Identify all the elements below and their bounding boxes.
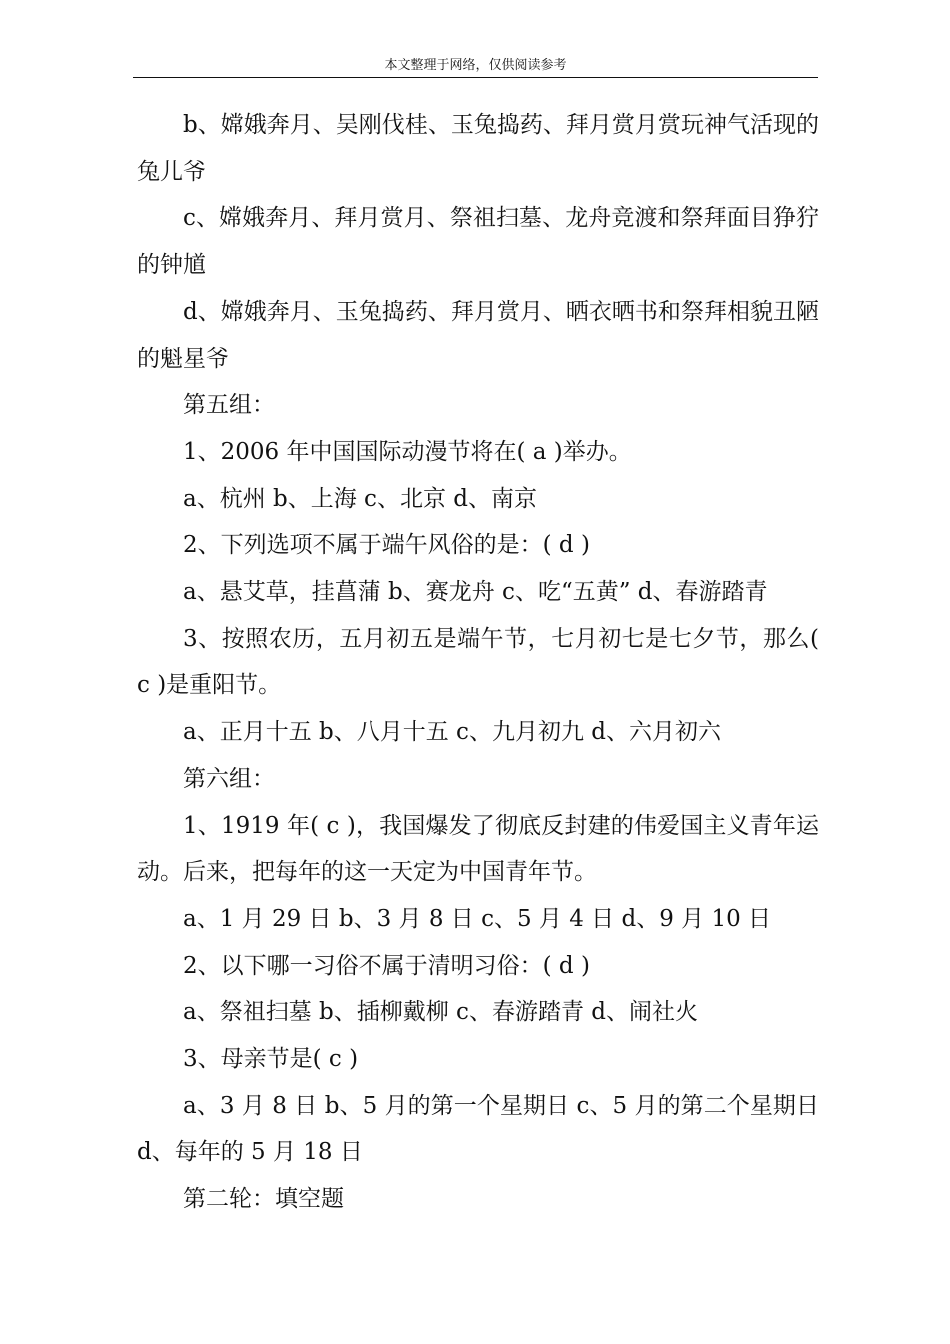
question-paragraph: 2、下列选项不属于端午风俗的是：( d ) xyxy=(183,532,590,559)
option-paragraph: a、正月十五 b、八月十五 c、九月初九 d、六月初六 xyxy=(183,719,721,746)
question-paragraph: 3、母亲节是( c ) xyxy=(183,1046,359,1073)
section-heading: 第六组： xyxy=(183,765,275,792)
header-divider xyxy=(133,77,818,78)
section-heading: 第五组： xyxy=(183,392,275,419)
document-body xyxy=(137,102,827,1223)
question-paragraph: 1、2006 年中国国际动漫节将在( a )举办。 xyxy=(183,438,632,465)
option-paragraph: a、祭祖扫墓 b、插柳戴柳 c、春游踏青 d、闹社火 xyxy=(183,999,698,1026)
option-paragraph: a、1 月 29 日 b、3 月 8 日 c、5 月 4 日 d、9 月 10 日 xyxy=(183,905,772,932)
option-paragraph: c、嫦娥奔月、拜月赏月、祭祖扫墓、龙舟竞渡和祭拜面目狰狞的钟馗 xyxy=(137,205,819,279)
option-paragraph: a、悬艾草，挂菖蒲 b、赛龙舟 c、吃“五黄” d、春游踏青 xyxy=(183,579,768,606)
question-paragraph: 2、以下哪一习俗不属于清明习俗：( d ) xyxy=(183,952,590,979)
option-paragraph: b、嫦娥奔月、吴刚伐桂、玉兔捣药、拜月赏月赏玩神气活现的兔儿爷 xyxy=(137,112,819,185)
page-header: 本文整理于网络，仅供阅读参考 xyxy=(384,58,567,73)
option-paragraph: a、杭州 b、上海 c、北京 d、南京 xyxy=(183,485,537,512)
section-heading: 第二轮：填空题 xyxy=(183,1186,344,1213)
option-paragraph: d、嫦娥奔月、玉兔捣药、拜月赏月、晒衣晒书和祭拜相貌丑陋的魁星爷 xyxy=(137,298,819,372)
question-paragraph: 1、1919 年( c )，我国爆发了彻底反封建的伟爱国主义青年运动。后来，把每年的这一天定为中国青年节。 xyxy=(137,812,819,886)
option-paragraph: a、3 月 8 日 b、5 月的第一个星期日 c、5 月的第二个星期日 d、每年的 5 月 18 日 xyxy=(137,1092,827,1166)
question-paragraph: 3、按照农历，五月初五是端午节，七月初七是七夕节，那么( c )是重阳节。 xyxy=(137,625,827,699)
